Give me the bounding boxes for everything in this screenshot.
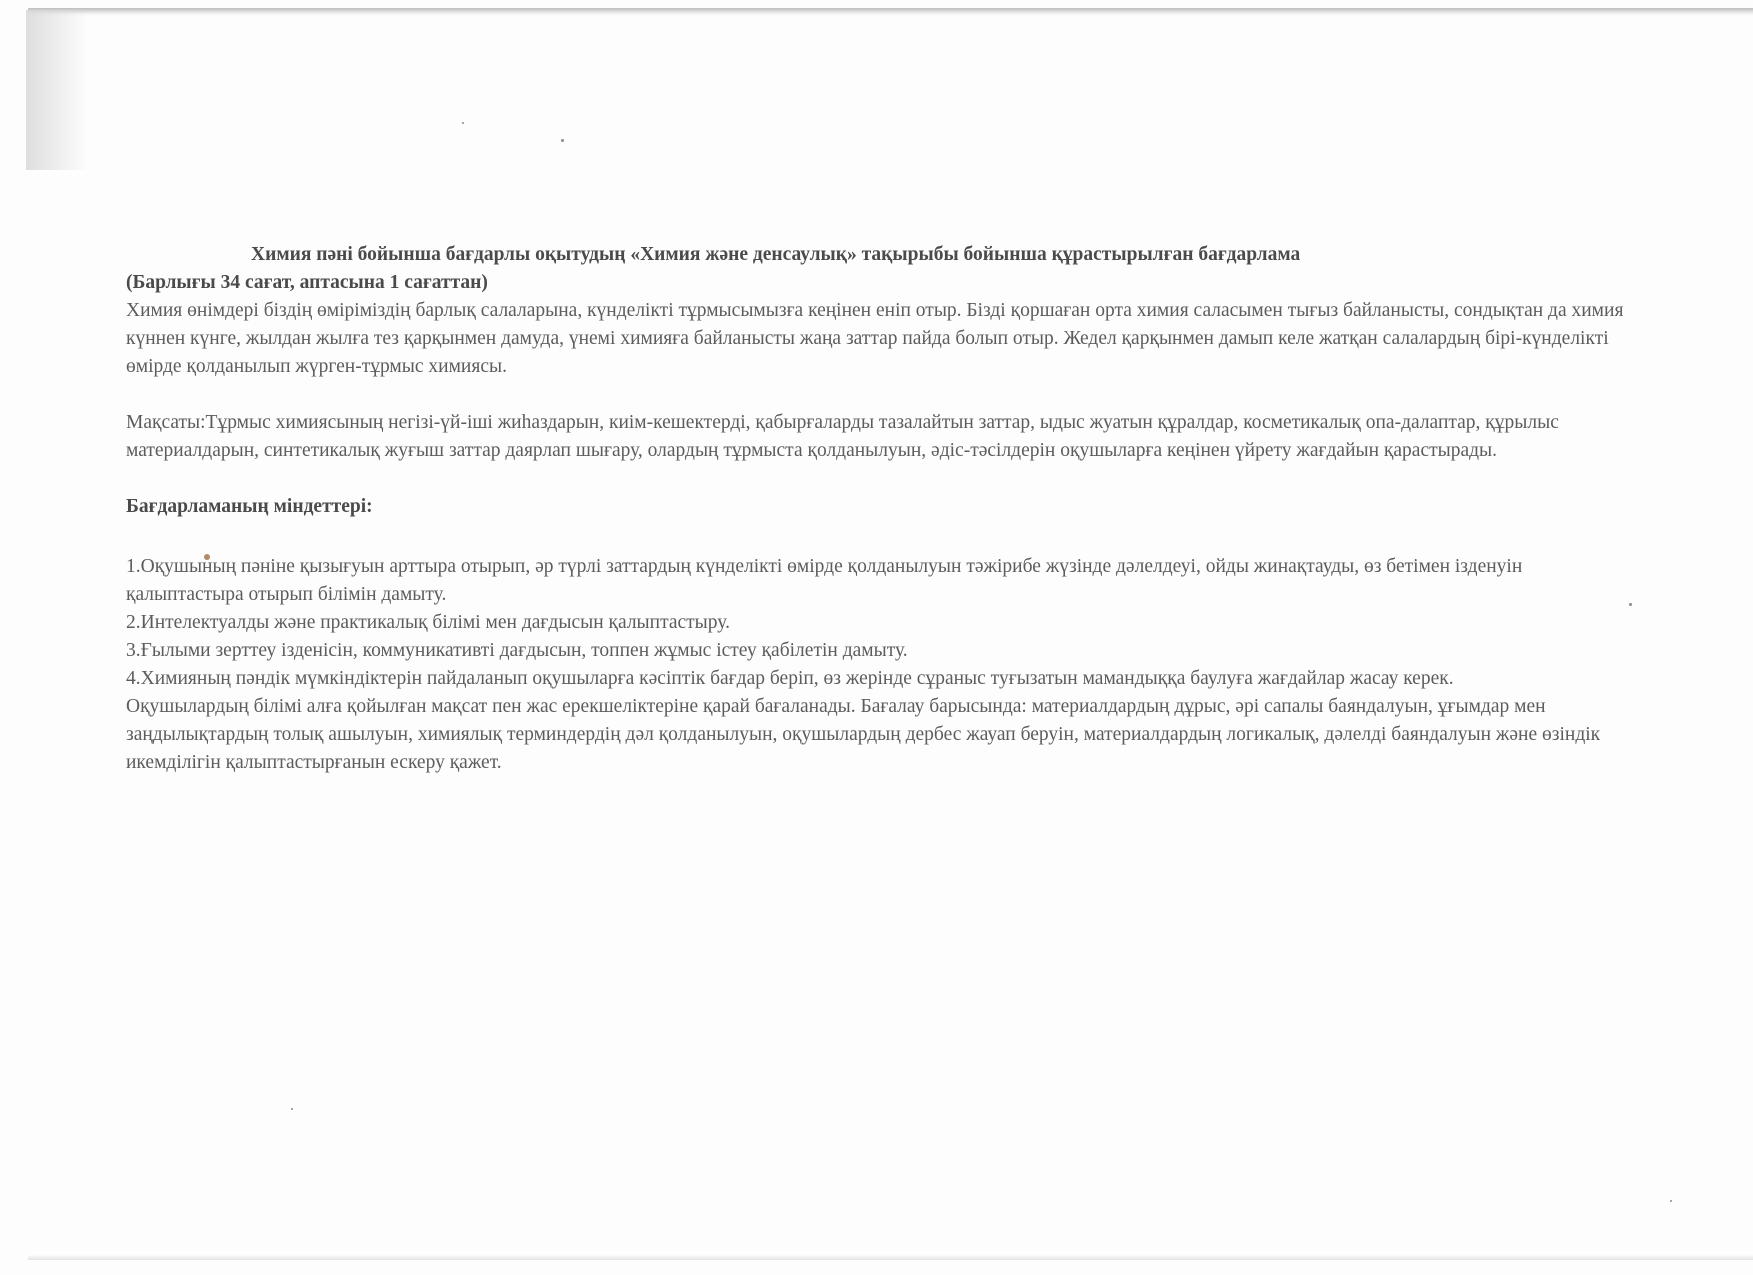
scan-speck <box>291 1108 293 1110</box>
scan-speck <box>561 139 564 142</box>
task-item: 3.Ғылыми зерттеу ізденісін, коммуникативті дағдысын, топпен жұмыс істеу қабілетін дамыту. <box>126 640 908 661</box>
intro-paragraph: Химия өнімдері біздің өміріміздің барлық салаларына, күнделікті тұрмысымызға кеңінен еніп отыр. Бізді қоршаған орта химия саласымен тығыз байланысты, сондықтан да химия күннен күнге, жылдан жылға тез қарқынмен дамуда, үнемі химияға байланысты жаңа заттар пайда болып отыр. Жедел қарқынмен дамып келе жатқан салалардың бірі-күнделікті өмірде қолданылып жүрген-тұрмыс химиясы. <box>126 300 1624 377</box>
paragraph-gap <box>126 465 1626 493</box>
tasks-heading: Бағдарламаның міндеттері: <box>126 496 373 517</box>
scan-bottom-edge <box>28 1255 1753 1260</box>
goal-paragraph: Мақсаты:Тұрмыс химиясының негізі-үй-іші жиһаздарын, киім-кешектерді, қабырғаларды тазалайтын заттар, ыдыс жуатын құралдар, косметикалық опа-далаптар, құрылыс материалдарын, синтетикалық жуғыш заттар даярлап шығару, олардың тұрмыста қолданылуын, әдіс-тәсілдерін оқушыларға кеңінен үйрету жағдайын қарастырады. <box>126 412 1559 461</box>
scan-speck <box>1629 603 1632 606</box>
scan-speck <box>1670 1200 1672 1202</box>
document-title: Химия пәні бойынша бағдарлы оқытудың «Химия және денсаулық» тақырыбы бойынша құрастырылған бағдарлама <box>251 244 1301 265</box>
task-item: 4.Химияның пәндік мүмкіндіктерін пайдаланып оқушыларға кәсіптік бағдар беріп, өз жерінде сұраныс туғызатын мамандыққа баулуға жағдайлар жасау керек. <box>126 668 1454 689</box>
document-subtitle: (Барлығы 34 сағат, аптасына 1 сағаттан) <box>126 272 488 293</box>
paragraph-gap <box>126 381 1626 409</box>
paragraph-gap <box>126 521 1626 553</box>
task-item: 1.Оқушының пәніне қызығуын арттыра отырып, әр түрлі заттардың күнделікті өмірде қолданылуын тәжірибе жүзінде дәлелдеуі, ойды жинақтауды, өз бетімен ізденуін қалыптастыра отырып білімін дамыту. <box>126 556 1523 605</box>
document-body <box>126 241 1626 777</box>
scan-speck <box>462 122 464 124</box>
scan-left-shadow <box>26 10 88 170</box>
scan-top-edge <box>28 8 1753 16</box>
assessment-paragraph: Оқушылардың білімі алға қойылған мақсат пен жас ерекшеліктеріне қарай бағаланады. Бағалау барысында: материалдардың дұрыс, әрі сапалы баяндалуын, ұғымдар мен заңдылықтардың толық ашылуын, химиялық терминдердің дәл қолданылуын, оқушылардың дербес жауап беруін, материалдардың логикалық, дәлелді баяндалуын және өзіндік икемділігін қалыптастырғанын ескеру қажет. <box>126 696 1601 773</box>
task-item: 2.Интелектуалды және практикалық білімі мен дағдысын қалыптастыру. <box>126 612 730 633</box>
